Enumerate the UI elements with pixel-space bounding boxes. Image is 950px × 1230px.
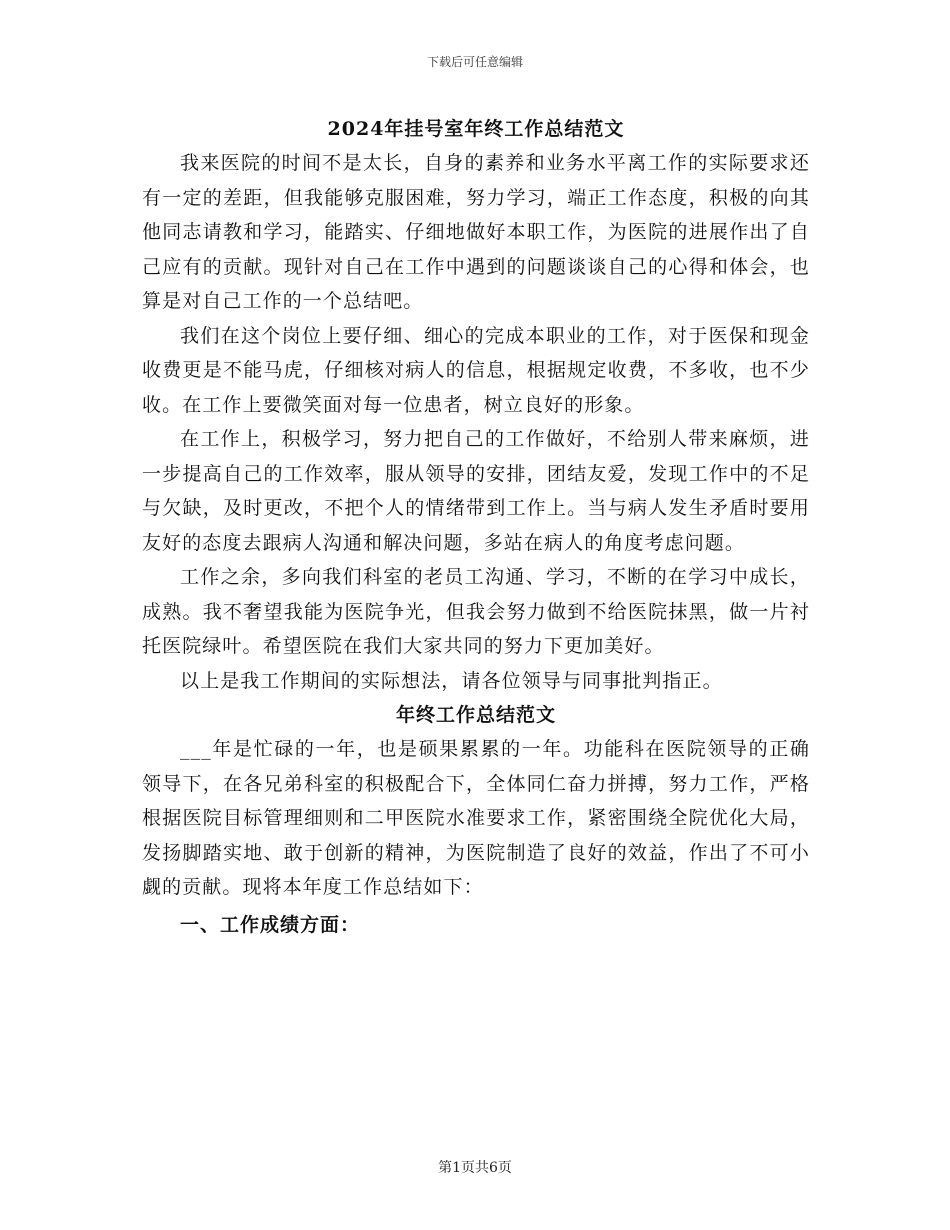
paragraph: 工作之余，多向我们科室的老员工沟通、学习，不断的在学习中成长，成熟。我不奢望我能为医院争光，但我会努力做到不给医院抹黑，做一片衬托医院绿叶。希望医院在我们大家共同的努力下更加美好。	[142, 566, 810, 657]
document-body	[142, 112, 810, 945]
page-number: 第1页共6页	[438, 1160, 512, 1176]
paragraph: 我来医院的时间不是太长，自身的素养和业务水平离工作的实际要求还有一定的差距，但我能够克服困难，努力学习，端正工作态度，积极的向其他同志请教和学习，能踏实、仔细地做好本职工作，为医院的进展作出了自己应有的贡献。现针对自己在工作中遇到的问题谈谈自己的心得和体会，也算是对自己工作的一个总结吧。	[142, 152, 810, 312]
header-note: 下载后可任意编辑	[426, 55, 523, 69]
subheading: 一、工作成绩方面：	[180, 913, 361, 936]
paragraph: 在工作上，积极学习，努力把自己的工作做好，不给别人带来麻烦，进一步提高自己的工作效率，服从领导的安排，团结友爱，发现工作中的不足与欠缺，及时更改，不把个人的情绪带到工作上。当与病人发生矛盾时要用友好的态度去跟病人沟通和解决问题，多站在病人的角度考虑问题。	[142, 428, 810, 554]
paragraph: 以上是我工作期间的实际想法，请各位领导与同事批判指正。	[180, 669, 723, 692]
paragraph: ___年是忙碌的一年，也是硕果累累的一年。功能科在医院领导的正确领导下，在各兄弟科室的积极配合下，全体同仁奋力拼搏，努力工作，严格根据医院目标管理细则和二甲医院水准要求工作，紧密围绕全院优化大局，发扬脚踏实地、敢于创新的精神，为医院制造了良好的效益，作出了不可小觑的贡献。现将本年度工作总结如下：	[142, 738, 810, 898]
document-title: 2024年挂号室年终工作总结范文	[327, 118, 625, 140]
section-title: 年终工作总结范文	[395, 704, 556, 726]
paragraph: 我们在这个岗位上要仔细、细心的完成本职业的工作，对于医保和现金收费更是不能马虎，仔细核对病人的信息，根据规定收费，不多收，也不少收。在工作上要微笑面对每一位患者，树立良好的形象。	[142, 324, 810, 416]
